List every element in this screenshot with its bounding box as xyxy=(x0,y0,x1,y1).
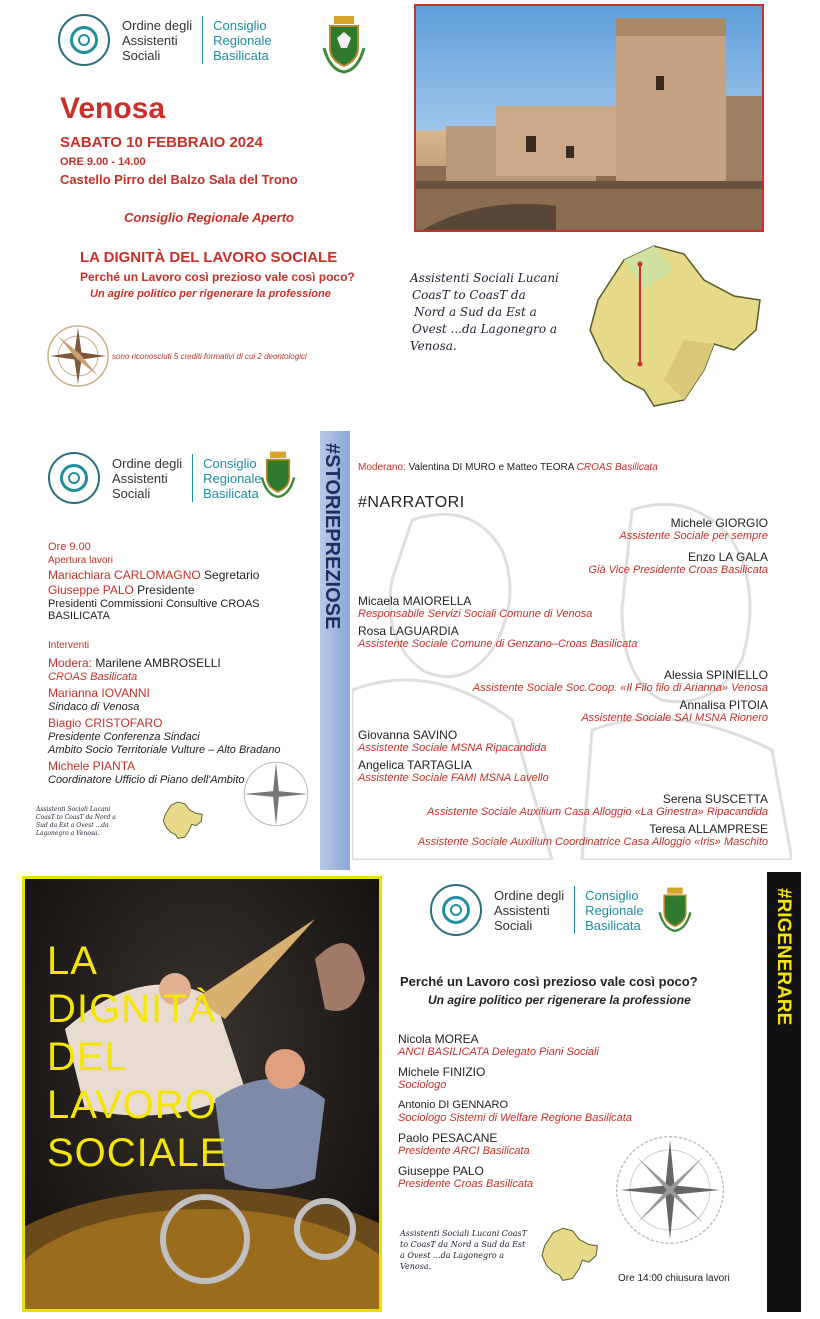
narrator-role: Responsabile Servizi Sociali Comune di Venosa xyxy=(358,608,593,620)
logo-council-line: Basilicata xyxy=(585,917,641,933)
knot-logo-icon xyxy=(58,14,110,66)
hashtag-storiepreziose: #STORIEPREZIOSE xyxy=(321,443,343,630)
credits-note: sono riconosciuti 5 crediti formativi di cui 2 deontologici xyxy=(112,352,307,361)
logo-council-line: Basilicata xyxy=(213,47,269,63)
speaker-name: Biagio CRISTOFARO xyxy=(48,716,163,730)
commissions-line xyxy=(48,598,308,622)
hashtag-sidebar xyxy=(767,872,801,1312)
poster-title-line: DEL xyxy=(47,1035,128,1079)
logo-divider xyxy=(192,454,193,502)
speaker-name: Giuseppe PALO xyxy=(398,1164,484,1178)
compass-rose-icon xyxy=(238,756,314,832)
narrator-name: Enzo LA GALA xyxy=(687,550,768,564)
commissions-text: Presidenti Commissioni Consultive CROAS xyxy=(48,598,260,610)
moderator-name: Marilene AMBROSELLI xyxy=(95,656,221,670)
speaker-name: Mariachiara CARLOMAGNO xyxy=(48,568,201,582)
basilicata-map-icon xyxy=(584,240,768,410)
narrator-role: Assistente Sociale per sempre xyxy=(619,530,768,542)
narrator-item xyxy=(358,624,768,668)
speaker-row xyxy=(48,583,195,597)
caption-line: Assistenti Sociali Lucani xyxy=(410,271,559,285)
venosa-crest-icon xyxy=(258,450,298,500)
hashtag-sidebar xyxy=(320,431,350,870)
moderators-line xyxy=(358,462,658,473)
narrator-role: Assistente Sociale FAMI MSNA Lavello xyxy=(358,772,549,784)
event-type: Consiglio Regionale Aperto xyxy=(124,210,294,225)
open-label: Apertura lavori xyxy=(48,555,114,566)
narrator-name: Micaela MAIORELLA xyxy=(358,594,472,608)
poster-title-line: LA xyxy=(47,939,98,983)
poster-title-line: DIGNITÀ xyxy=(47,987,217,1031)
venosa-crest-icon xyxy=(656,886,694,934)
logo-divider xyxy=(574,886,575,934)
event-tagline: Un agire politico per rigenerare la professione xyxy=(90,288,331,300)
narrator-role: Assistente Sociale MSNA Ripacandida xyxy=(358,742,547,754)
session-subtitle: Perché un Lavoro così prezioso vale così poco? xyxy=(400,974,698,989)
caption-line: Venosa. xyxy=(410,339,457,353)
castle-illustration-icon xyxy=(416,6,764,232)
logo-council-line: Consiglio xyxy=(203,455,257,471)
narratori-list xyxy=(358,516,768,852)
logo-council-line: Regionale xyxy=(213,32,272,48)
event-date: SABATO 10 FEBBRAIO 2024 xyxy=(60,134,263,151)
narrator-item xyxy=(358,550,768,594)
logo-org-line: Assistenti xyxy=(494,902,550,918)
mini-map-icon xyxy=(540,1226,600,1282)
compass-rose-icon xyxy=(42,320,114,392)
session-speaker xyxy=(398,1098,728,1131)
poster-title-line: LAVORO xyxy=(47,1083,217,1127)
narrator-role: Già Vice Presidente Croas Basilicata xyxy=(588,564,768,576)
moderator-role: CROAS Basilicata xyxy=(48,671,138,683)
narrator-role: Assistente Sociale Auxilium Coordinatrice Casa Alloggio «Iris» Maschito xyxy=(417,836,768,848)
mini-map-icon xyxy=(162,800,204,840)
speaker-role: Presidente xyxy=(137,583,195,597)
logo-council-line: Regionale xyxy=(585,902,644,918)
moderators-org: CROAS Basilicata xyxy=(576,462,658,473)
poster-title xyxy=(47,937,227,1177)
moderators-names: Valentina DI MURO e Matteo TEORA xyxy=(408,462,574,473)
speaker-role: Sociologo Sistemi di Welfare Regione Basilicata xyxy=(398,1112,632,1124)
narrator-name: Michele GIORGIO xyxy=(670,516,768,530)
narrator-name: Serena SUSCETTA xyxy=(662,792,768,806)
speaker-name: Marianna IOVANNI xyxy=(48,686,150,700)
speaker-role: Presidente ARCI Basilicata xyxy=(398,1145,530,1157)
logo-ordine xyxy=(58,14,272,66)
knot-logo-icon xyxy=(430,884,482,936)
speaker-role: Sindaco di Venosa xyxy=(48,701,140,713)
event-hours: ORE 9.00 - 14.00 xyxy=(60,156,146,168)
session-tagline: Un agire politico per rigenerare la professione xyxy=(428,993,691,1007)
open-time: Ore 9.00 xyxy=(48,541,91,553)
hashtag-rigenerare: #RIGENERARE xyxy=(773,888,794,1026)
caption-line: Nord a Sud da Est a xyxy=(414,305,537,319)
narrator-item xyxy=(358,792,768,822)
narrator-name: Alessia SPINIELLO xyxy=(663,668,768,682)
caption-line: Ovest ...da Lagonegro a xyxy=(412,322,558,336)
logo-ordine xyxy=(48,452,262,504)
speaker-name: Nicola MOREA xyxy=(398,1032,479,1046)
commissions-text: BASILICATA xyxy=(48,610,110,622)
narrator-name: Annalisa PITOIA xyxy=(679,698,768,712)
logo-org-line: Ordine degli xyxy=(112,455,183,471)
logo-org-line: Assistenti xyxy=(122,32,178,48)
narrator-name: Angelica TARTAGLIA xyxy=(358,758,472,772)
logo-council-line: Regionale xyxy=(203,470,262,486)
castle-photo xyxy=(414,4,764,232)
logo-divider xyxy=(202,16,203,64)
narrator-item xyxy=(358,822,768,852)
logo-council-line: Consiglio xyxy=(585,887,639,903)
caption-line: CoasT to CoasT da xyxy=(412,288,526,302)
speaker-name: Michele FINIZIO xyxy=(398,1065,486,1079)
narrator-role: Assistente Sociale Soc.Coop. «Il Filo filo di Arianna» Venosa xyxy=(472,682,768,694)
logo-org-line: Assistenti xyxy=(112,470,168,486)
poster-illustration xyxy=(22,876,382,1312)
speaker-role: Presidente Croas Basilicata xyxy=(398,1178,534,1190)
coast-caption xyxy=(410,270,559,355)
speaker-name: Michele PIANTA xyxy=(48,759,136,773)
narrator-item xyxy=(358,668,768,698)
session-speaker xyxy=(398,1065,728,1098)
narrator-role: Assistente Sociale Auxilium Casa Alloggio «La Ginestra» Ripacandida xyxy=(427,806,768,818)
speaker-name: Paolo PESACANE xyxy=(398,1131,498,1145)
event-subtitle: Perché un Lavoro così prezioso vale così poco? xyxy=(80,270,355,284)
narrator-item xyxy=(358,698,768,728)
logo-org-line: Sociali xyxy=(122,47,161,63)
narrator-item xyxy=(358,594,768,624)
logo-org-line: Ordine degli xyxy=(122,17,193,33)
speaker-role: Ambito Socio Territoriale Vulture – Alto Bradano xyxy=(48,744,281,756)
interventi-label: Interventi xyxy=(48,640,90,651)
coast-caption: Assistenti Sociali Lucani CoasT to CoasT da Nord a Sud da Est a Ovest ...da Lagonegro a Venosa. xyxy=(400,1229,527,1271)
speaker-name: Antonio DI GENNARO xyxy=(398,1099,509,1111)
speaker-role: Sociologo xyxy=(398,1079,447,1091)
speaker-row xyxy=(48,568,259,582)
narrator-role: Assistente Sociale SAI MSNA Rionero xyxy=(581,712,768,724)
venosa-crest-icon xyxy=(320,14,368,76)
speaker-role: Presidente Conferenza Sindaci xyxy=(48,731,200,743)
logo-org-line: Sociali xyxy=(494,917,533,933)
moderator-row xyxy=(48,656,221,670)
logo-org-line: Sociali xyxy=(112,485,151,501)
speaker-role: Segretario xyxy=(204,568,260,582)
event-venue: Castello Pirro del Balzo Sala del Trono xyxy=(60,172,298,187)
speaker-name: Giuseppe PALO xyxy=(48,583,134,597)
poster-title-line: SOCIALE xyxy=(47,1131,228,1175)
logo-ordine xyxy=(430,884,644,936)
closing-time: Ore 14:00 chiusura lavori xyxy=(618,1273,730,1284)
narrator-name: Giovanna SAVINO xyxy=(358,728,458,742)
session-speaker xyxy=(398,1032,728,1065)
narrator-item xyxy=(358,516,768,550)
logo-council-line: Basilicata xyxy=(203,485,259,501)
narrator-role: Assistente Sociale Comune di Genzano–Croas Basilicata xyxy=(358,638,638,650)
narrator-name: Teresa ALLAMPRESE xyxy=(649,822,768,836)
narrator-item xyxy=(358,728,768,758)
moderator-label: Modera: xyxy=(48,656,93,670)
narratori-title: #NARRATORI xyxy=(358,494,465,511)
narrator-name: Rosa LAGUARDIA xyxy=(358,624,459,638)
logo-org-line: Ordine degli xyxy=(494,887,565,903)
city-title: Venosa xyxy=(60,92,166,125)
speaker-role: Coordinatore Ufficio di Piano dell'Ambito xyxy=(48,774,245,786)
compass-rose-icon xyxy=(610,1130,730,1250)
moderators-label: Moderano: xyxy=(358,462,406,473)
speaker-role: ANCI BASILICATA Delegato Piani Sociali xyxy=(398,1046,599,1058)
knot-logo-icon xyxy=(48,452,100,504)
mini-caption: Assistenti Sociali Lucani CoasT to CoasT da Nord a Sud da Est a Ovest ...da Lagonegro a Venosa. xyxy=(36,806,116,837)
event-title: LA DIGNITÀ DEL LAVORO SOCIALE xyxy=(80,249,338,266)
narrator-item xyxy=(358,758,768,792)
logo-council-line: Consiglio xyxy=(213,17,267,33)
